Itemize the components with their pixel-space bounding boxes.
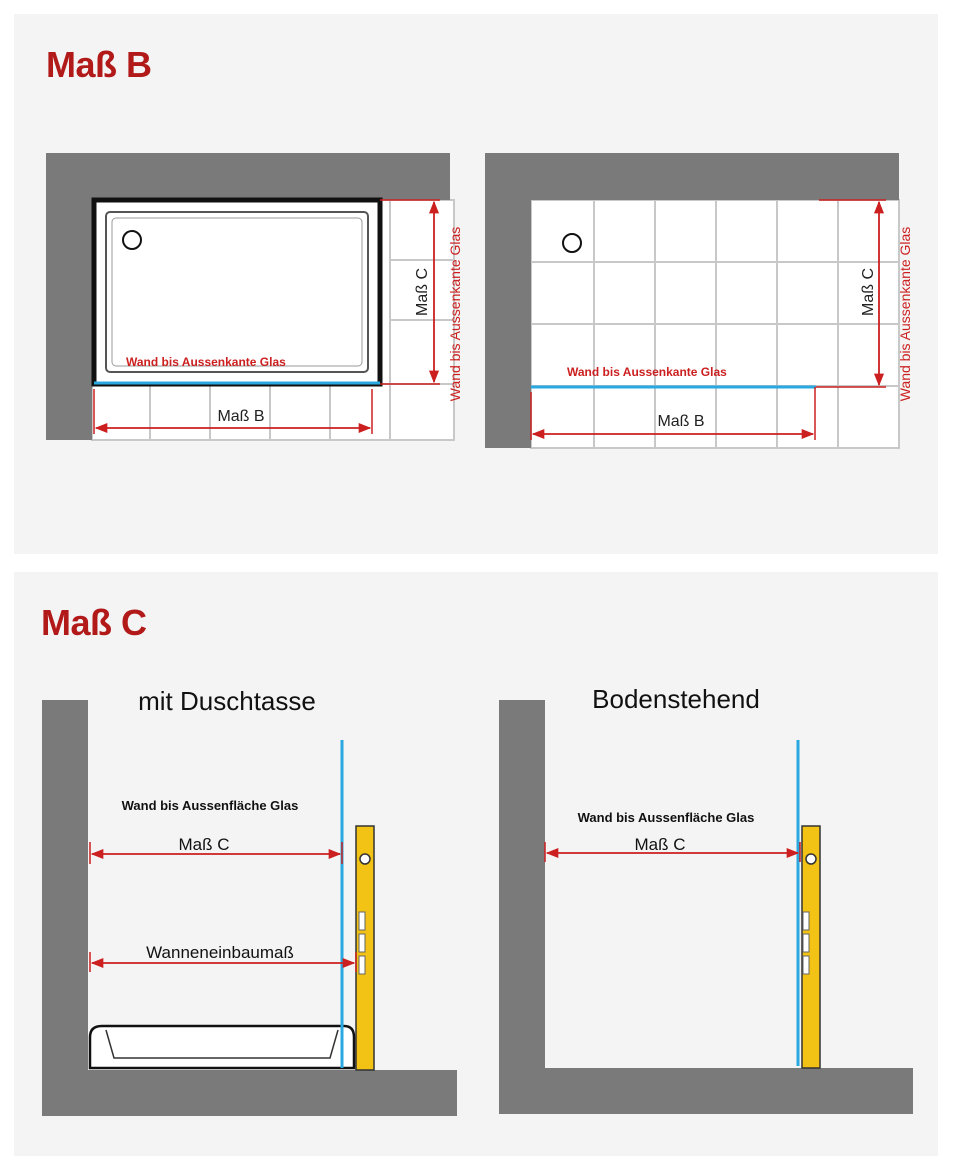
left-view-dim1-label: Maß C: [178, 835, 230, 854]
left-view-dim2-label: Wanneneinbaumaß: [146, 943, 294, 962]
left-plan-depth-label: Maß C: [414, 268, 431, 316]
left-plan-red-label: Wand bis Aussenkante Glas: [126, 355, 286, 369]
right-view-dim1-label: Maß C: [634, 835, 686, 854]
elevation-diagrams: [14, 572, 938, 1156]
shower-tray: [90, 1026, 354, 1068]
screw-icon: [360, 854, 370, 864]
tile-grid: [531, 200, 899, 448]
right-plan: [485, 153, 913, 448]
left-plan: [46, 153, 463, 440]
right-plan-red-label: Wand bis Aussenkante Glas: [567, 365, 727, 379]
section-mass-c: [14, 572, 938, 1156]
left-plan-width-label: Maß B: [217, 408, 265, 425]
wall: [499, 700, 913, 1114]
plan-diagrams: [14, 14, 938, 554]
drain-icon: [563, 234, 581, 252]
left-view-note: Wand bis Aussenfläche Glas: [121, 798, 299, 813]
right-plan-side-label: Wand bis Aussenkante Glas: [897, 226, 913, 402]
left-plan-side-label: Wand bis Aussenkante Glas: [447, 226, 463, 402]
section-title-mass-c: Maß C: [41, 602, 147, 643]
right-plan-depth-label: Maß C: [860, 268, 877, 316]
elevation-floor-standing: [499, 684, 913, 1114]
right-view-heading: Bodenstehend: [592, 684, 760, 714]
elevation-with-tray: [42, 686, 457, 1116]
right-view-note: Wand bis Aussenfläche Glas: [577, 810, 755, 825]
right-plan-width-label: Maß B: [657, 413, 705, 430]
section-mass-b: [14, 14, 938, 554]
drain-icon: [123, 231, 141, 249]
screw-icon: [806, 854, 816, 864]
left-view-heading: mit Duschtasse: [138, 686, 316, 716]
section-title-mass-b: Maß B: [46, 44, 152, 85]
